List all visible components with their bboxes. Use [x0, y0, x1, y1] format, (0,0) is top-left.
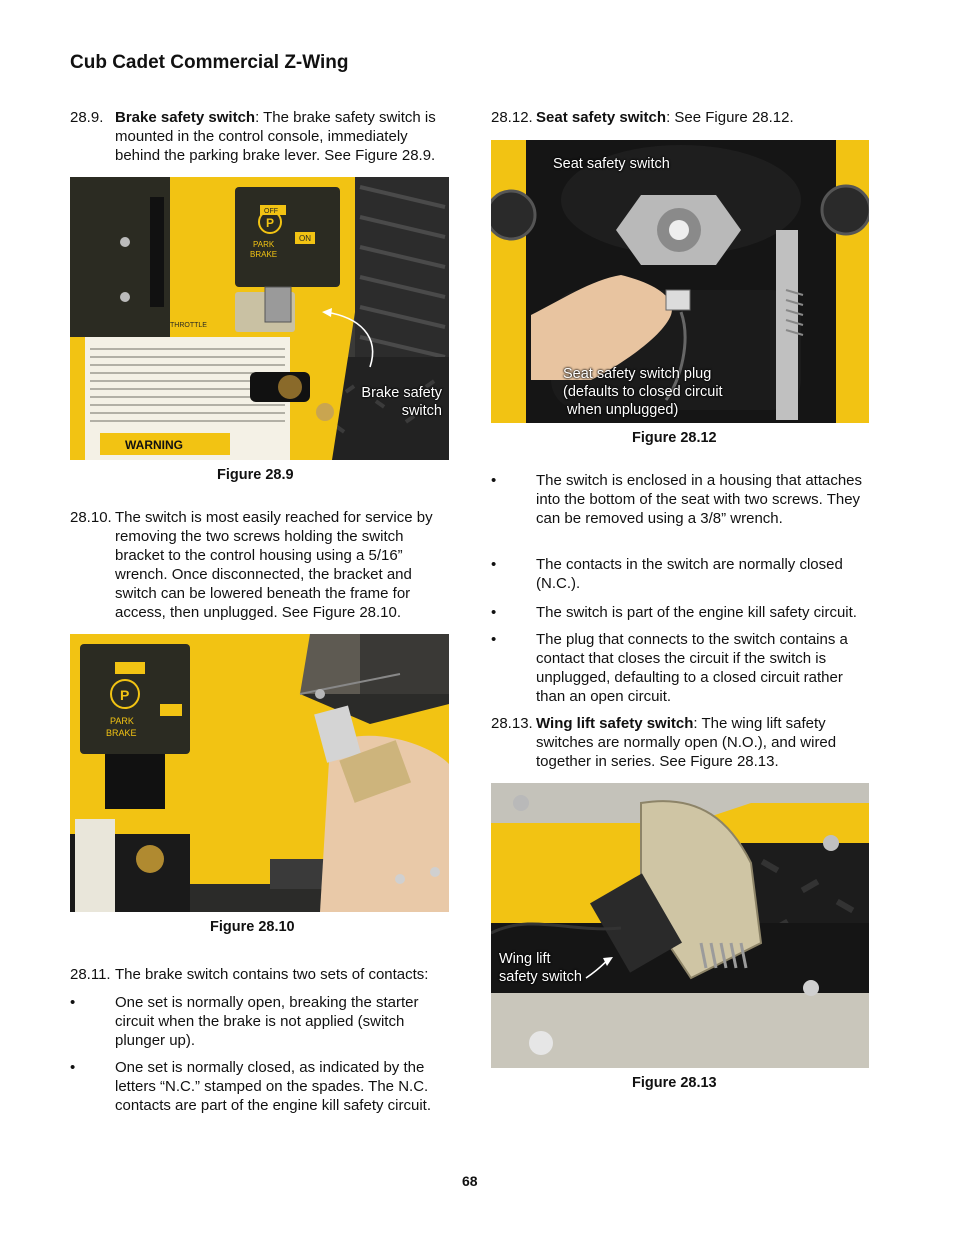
label-line: Wing lift	[499, 951, 551, 967]
decal-on-text: ON	[299, 234, 311, 243]
section-number: 28.9.	[70, 109, 104, 126]
figure-28-10-photo	[70, 634, 449, 912]
decal-off-text: OFF	[264, 208, 278, 215]
figure-28-12-photo	[491, 140, 869, 423]
bullet-dot: •	[491, 472, 497, 489]
bullet-dot: •	[491, 604, 497, 621]
label-line: Brake safety	[361, 385, 442, 401]
bullet-dot: •	[491, 631, 497, 648]
figure-28-9-photo	[70, 177, 449, 460]
section-heading: Wing lift safety switch	[536, 715, 694, 732]
figure-28-12-label-plug	[563, 365, 723, 419]
list-item	[491, 603, 871, 623]
label-line: when unplugged)	[563, 402, 679, 418]
section-28-12	[491, 108, 871, 128]
section-heading: Seat safety switch	[536, 109, 667, 126]
bullet-text: The contacts in the switch are normally closed (N.C.).	[536, 556, 843, 592]
section-body: : See Figure 28.12.	[666, 109, 794, 126]
label-line: (defaults to closed circuit	[563, 384, 723, 400]
section-text: The brake switch contains two sets of contacts:	[115, 966, 429, 983]
bullet-dot: •	[70, 1059, 76, 1076]
page-title: Cub Cadet Commercial Z-Wing	[70, 52, 349, 73]
section-number: 28.11.	[70, 966, 111, 983]
decal-brake-text: BRAKE	[250, 250, 278, 259]
section-text	[115, 108, 455, 165]
label-line: switch	[401, 403, 442, 419]
svg-text:P: P	[120, 687, 130, 703]
list-item	[491, 630, 871, 706]
section-28-9	[70, 108, 450, 168]
decal-warning-text: WARNING	[125, 438, 183, 452]
figure-28-13-label	[499, 950, 582, 986]
bullet-dot: •	[70, 994, 76, 1011]
list-item	[70, 993, 450, 1053]
figure-28-12-label-switch: Seat safety switch	[553, 156, 670, 172]
label-line: Seat safety switch plug	[563, 366, 712, 382]
section-heading: Brake safety switch	[115, 109, 256, 126]
figure-28-10-caption: Figure 28.10	[210, 919, 295, 935]
list-item	[491, 555, 871, 595]
figure-28-9-caption: Figure 28.9	[217, 467, 294, 483]
figure-28-13-photo	[491, 783, 869, 1068]
page-number: 68	[462, 1173, 478, 1189]
bullet-text: The switch is enclosed in a housing that attaches into the bottom of the seat with two screws. They can be removed using a 3/8” wrench.	[536, 472, 863, 527]
section-text	[536, 714, 870, 771]
section-body: : The wing lift safety switches are normally open (N.O.), and wired together in series. See Figure 28.13.	[536, 715, 837, 770]
bullet-text: The plug that connects to the switch contains a contact that closes the circuit if the switch is unplugged, defaulting to a closed circuit rather than an open circuit.	[536, 631, 848, 705]
bullet-dot: •	[491, 556, 497, 573]
figure-28-9-label	[352, 384, 442, 420]
decal-brake-text: BRAKE	[106, 728, 137, 738]
figure-28-12-caption: Figure 28.12	[632, 430, 717, 446]
section-28-11	[70, 965, 450, 985]
bullet-text: One set is normally open, breaking the starter circuit when the brake is not applied (switch plunger up).	[115, 994, 419, 1049]
svg-text:P: P	[266, 216, 275, 230]
section-number: 28.13.	[491, 715, 533, 732]
section-28-10	[70, 508, 450, 628]
decal-throttle-text: THROTTLE	[170, 322, 207, 329]
section-body: : The brake safety switch is mounted in the control console, immediately behind the parking brake lever. See Figure 28.9.	[115, 109, 436, 164]
section-number: 28.12.	[491, 109, 533, 126]
section-number: 28.10.	[70, 509, 112, 526]
decal-park-text: PARK	[110, 716, 134, 726]
section-text	[536, 108, 870, 127]
decal-park-text: PARK	[253, 240, 275, 249]
section-28-13	[491, 714, 871, 774]
figure-28-13-caption: Figure 28.13	[632, 1075, 717, 1091]
list-item	[491, 471, 871, 547]
bullet-text: One set is normally closed, as indicated by the letters “N.C.” stamped on the spades. The N.C. contacts are part of the engine kill safety circuit.	[115, 1059, 431, 1114]
list-item	[70, 1058, 450, 1118]
label-line: safety switch	[499, 969, 582, 985]
bullet-text: The switch is part of the engine kill safety circuit.	[536, 604, 857, 621]
section-text: The switch is most easily reached for service by removing the two screws holding the switch bracket to the control housing using a 5/16” wrench. Once disconnected, the bracket and switch can be lowered beneath the frame for access, then unplugged. See Figure 28.10.	[115, 509, 433, 621]
